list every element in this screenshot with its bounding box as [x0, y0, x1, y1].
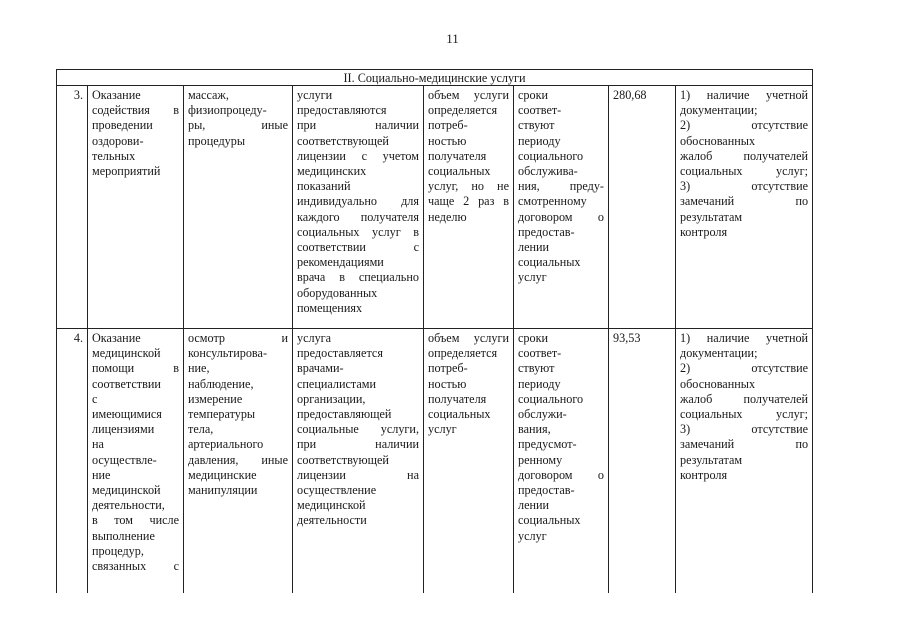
- cell-text-line: социальных: [518, 513, 581, 528]
- cell-text-line: медицинских: [297, 164, 367, 179]
- cell-text-line: социальных услуг;: [680, 407, 809, 422]
- cell-text-line: периоду: [518, 376, 561, 391]
- cell-text-line: лицензии с учетом: [297, 148, 419, 163]
- cell-text-line: медицинской: [92, 483, 161, 498]
- cell-text-line: соответ-: [518, 103, 562, 118]
- cell-text-line: соответствии с: [297, 240, 419, 255]
- cell-text-line: жалоб получателей: [680, 391, 809, 406]
- cell-text-line: ренному: [518, 452, 563, 467]
- service-conditions-cell: [293, 329, 424, 594]
- cell-text-line: соответ-: [518, 346, 562, 361]
- section-header-row: [57, 70, 813, 86]
- cell-text-line: имеющимися: [92, 407, 162, 422]
- cell-text-line: документации;: [680, 346, 758, 361]
- cell-text-line: тельных: [92, 148, 136, 163]
- cell-text-line: социальные услуги,: [297, 422, 419, 437]
- cell-text-line: социального: [518, 148, 584, 163]
- cell-text-line: социальных услуг в: [297, 224, 419, 239]
- cell-text-line: ностью: [428, 133, 467, 148]
- cell-text-line: ния, преду-: [518, 179, 604, 194]
- cell-text-line: соответствии: [92, 376, 161, 391]
- cell-text-line: давления, иные: [188, 452, 288, 467]
- service-content-cell: [184, 86, 293, 329]
- cell-text-line: услуг: [518, 270, 547, 285]
- page-number: 11: [446, 31, 459, 46]
- cell-text-line: ние: [92, 467, 111, 482]
- cell-text-line: помещениях: [297, 300, 363, 315]
- cell-text-line: определяется: [428, 103, 498, 118]
- cell-text-line: потреб-: [428, 361, 468, 376]
- cell-text-line: медицинские: [188, 467, 257, 482]
- cell-text-line: обслужи-: [518, 407, 567, 422]
- cell-text-line: контроля: [680, 224, 728, 239]
- cell-text-line: массаж,: [188, 88, 229, 102]
- cell-text-line: лении: [518, 498, 550, 513]
- cell-text-line: индивидуально для: [297, 194, 419, 209]
- cell-text-line: результатам: [680, 209, 743, 224]
- cell-text-line: предостав-: [518, 483, 575, 498]
- cell-text-line: деятельности: [297, 513, 367, 528]
- cell-text-line: 2) отсутствие: [680, 118, 809, 133]
- cell-text-line: связанных с: [92, 559, 179, 574]
- service-price-cell: 280,68: [609, 86, 676, 329]
- cell-text-line: консультирова-: [188, 346, 267, 361]
- cell-text-line: осуществле-: [92, 452, 157, 467]
- service-name-cell: [88, 329, 184, 594]
- cell-text-line: с: [92, 391, 98, 406]
- cell-text-line: лицензиями: [92, 422, 155, 437]
- cell-text-line: потреб-: [428, 118, 468, 133]
- cell-text-line: 1) наличие учетной: [680, 88, 809, 102]
- cell-text-line: замечаний по: [680, 194, 809, 209]
- cell-text-line: услуг: [518, 528, 547, 543]
- cell-text-line: договором о: [518, 467, 604, 482]
- cell-text-line: договором о: [518, 209, 604, 224]
- cell-text-line: предостав-: [518, 224, 575, 239]
- cell-text-line: проведении: [92, 118, 153, 133]
- service-quality-cell: [676, 329, 813, 594]
- cell-text-line: обоснованных: [680, 133, 756, 148]
- cell-text-line: ностью: [428, 376, 467, 391]
- row-number: 4.: [57, 329, 88, 594]
- cell-text-line: на: [92, 437, 104, 452]
- cell-text-line: помощи в: [92, 361, 179, 376]
- cell-text-line: вания,: [518, 422, 551, 437]
- cell-text-line: осмотр и: [188, 331, 288, 345]
- cell-text-line: получателя: [428, 391, 487, 406]
- cell-text-line: социального: [518, 391, 584, 406]
- cell-text-line: процедуры: [188, 133, 246, 148]
- cell-text-line: результатам: [680, 452, 743, 467]
- cell-text-line: манипуляции: [188, 483, 258, 498]
- cell-text-line: объем услуги: [428, 88, 509, 102]
- cell-text-line: наблюдение,: [188, 376, 254, 391]
- cell-text-line: услуга: [297, 331, 332, 345]
- cell-text-line: в том числе: [92, 513, 179, 528]
- cell-text-line: соответствующей: [297, 452, 389, 467]
- cell-text-line: специалистами: [297, 376, 377, 391]
- cell-text-line: Оказание: [92, 88, 141, 102]
- cell-text-line: каждого получателя: [297, 209, 419, 224]
- cell-text-line: определяется: [428, 346, 498, 361]
- services-table: [56, 69, 813, 593]
- cell-text-line: ствуют: [518, 361, 555, 376]
- cell-text-line: деятельности,: [92, 498, 165, 513]
- table-row: [57, 329, 813, 594]
- cell-text-line: температуры: [188, 407, 256, 422]
- cell-text-line: 1) наличие учетной: [680, 331, 809, 345]
- table-row: [57, 86, 813, 329]
- cell-text-line: смотренному: [518, 194, 587, 209]
- cell-text-line: неделю: [428, 209, 467, 224]
- cell-text-line: социальных: [518, 255, 581, 270]
- service-content-cell: [184, 329, 293, 594]
- cell-text-line: рекомендациями: [297, 255, 384, 270]
- cell-text-line: оздорови-: [92, 133, 144, 148]
- row-number: 3.: [57, 86, 88, 329]
- cell-text-line: соответствующей: [297, 133, 389, 148]
- cell-text-line: объем услуги: [428, 331, 509, 345]
- cell-text-line: сроки: [518, 88, 549, 102]
- cell-text-line: физиопроцеду-: [188, 103, 267, 118]
- cell-text-line: врачами-: [297, 361, 344, 376]
- cell-text-line: услуг: [428, 422, 457, 437]
- cell-text-line: лении: [518, 240, 550, 255]
- cell-text-line: предоставляются: [297, 103, 387, 118]
- cell-text-line: содействия в: [92, 103, 179, 118]
- cell-text-line: измерение: [188, 391, 243, 406]
- cell-text-line: контроля: [680, 467, 728, 482]
- cell-text-line: периоду: [518, 133, 561, 148]
- cell-text-line: получателя: [428, 148, 487, 163]
- cell-text-line: Оказание: [92, 331, 141, 345]
- cell-text-line: 3) отсутствие: [680, 179, 809, 194]
- cell-text-line: сроки: [518, 331, 549, 345]
- cell-text-line: предоставляющей: [297, 407, 392, 422]
- cell-text-line: обслужива-: [518, 164, 578, 179]
- cell-text-line: услуг, но не: [428, 179, 509, 194]
- service-name-cell: [88, 86, 184, 329]
- section-title: II. Социально-медицинские услуги: [57, 70, 813, 86]
- service-volume-cell: [424, 329, 514, 594]
- cell-text-line: документации;: [680, 103, 758, 118]
- cell-text-line: чаще 2 раз в: [428, 194, 509, 209]
- cell-text-line: при наличии: [297, 118, 419, 133]
- cell-text-line: социальных: [428, 164, 491, 179]
- cell-text-line: обоснованных: [680, 376, 756, 391]
- cell-text-line: лицензии на: [297, 467, 419, 482]
- cell-text-line: тела,: [188, 422, 214, 437]
- cell-text-line: медицинской: [297, 498, 366, 513]
- cell-text-line: ствуют: [518, 118, 555, 133]
- cell-text-line: артериального: [188, 437, 264, 452]
- cell-text-line: замечаний по: [680, 437, 809, 452]
- cell-text-line: мероприятий: [92, 164, 161, 179]
- cell-text-line: врача в специально: [297, 270, 419, 285]
- cell-text-line: при наличии: [297, 437, 419, 452]
- service-conditions-cell: [293, 86, 424, 329]
- service-terms-cell: [514, 86, 609, 329]
- cell-text-line: осуществление: [297, 483, 377, 498]
- service-quality-cell: [676, 86, 813, 329]
- cell-text-line: социальных: [428, 407, 491, 422]
- cell-text-line: медицинской: [92, 346, 161, 361]
- cell-text-line: 3) отсутствие: [680, 422, 809, 437]
- service-terms-cell: [514, 329, 609, 594]
- cell-text-line: жалоб получателей: [680, 148, 809, 163]
- service-price-cell: 93,53: [609, 329, 676, 594]
- cell-text-line: организации,: [297, 391, 366, 406]
- cell-text-line: выполнение: [92, 528, 155, 543]
- cell-text-line: социальных услуг;: [680, 164, 809, 179]
- cell-text-line: показаний: [297, 179, 351, 194]
- cell-text-line: 2) отсутствие: [680, 361, 809, 376]
- cell-text-line: услуги: [297, 88, 333, 102]
- cell-text-line: процедур,: [92, 543, 144, 558]
- cell-text-line: предусмот-: [518, 437, 577, 452]
- cell-text-line: ние,: [188, 361, 210, 376]
- cell-text-line: оборудованных: [297, 285, 378, 300]
- service-volume-cell: [424, 86, 514, 329]
- cell-text-line: предоставляется: [297, 346, 383, 361]
- cell-text-line: ры, иные: [188, 118, 288, 133]
